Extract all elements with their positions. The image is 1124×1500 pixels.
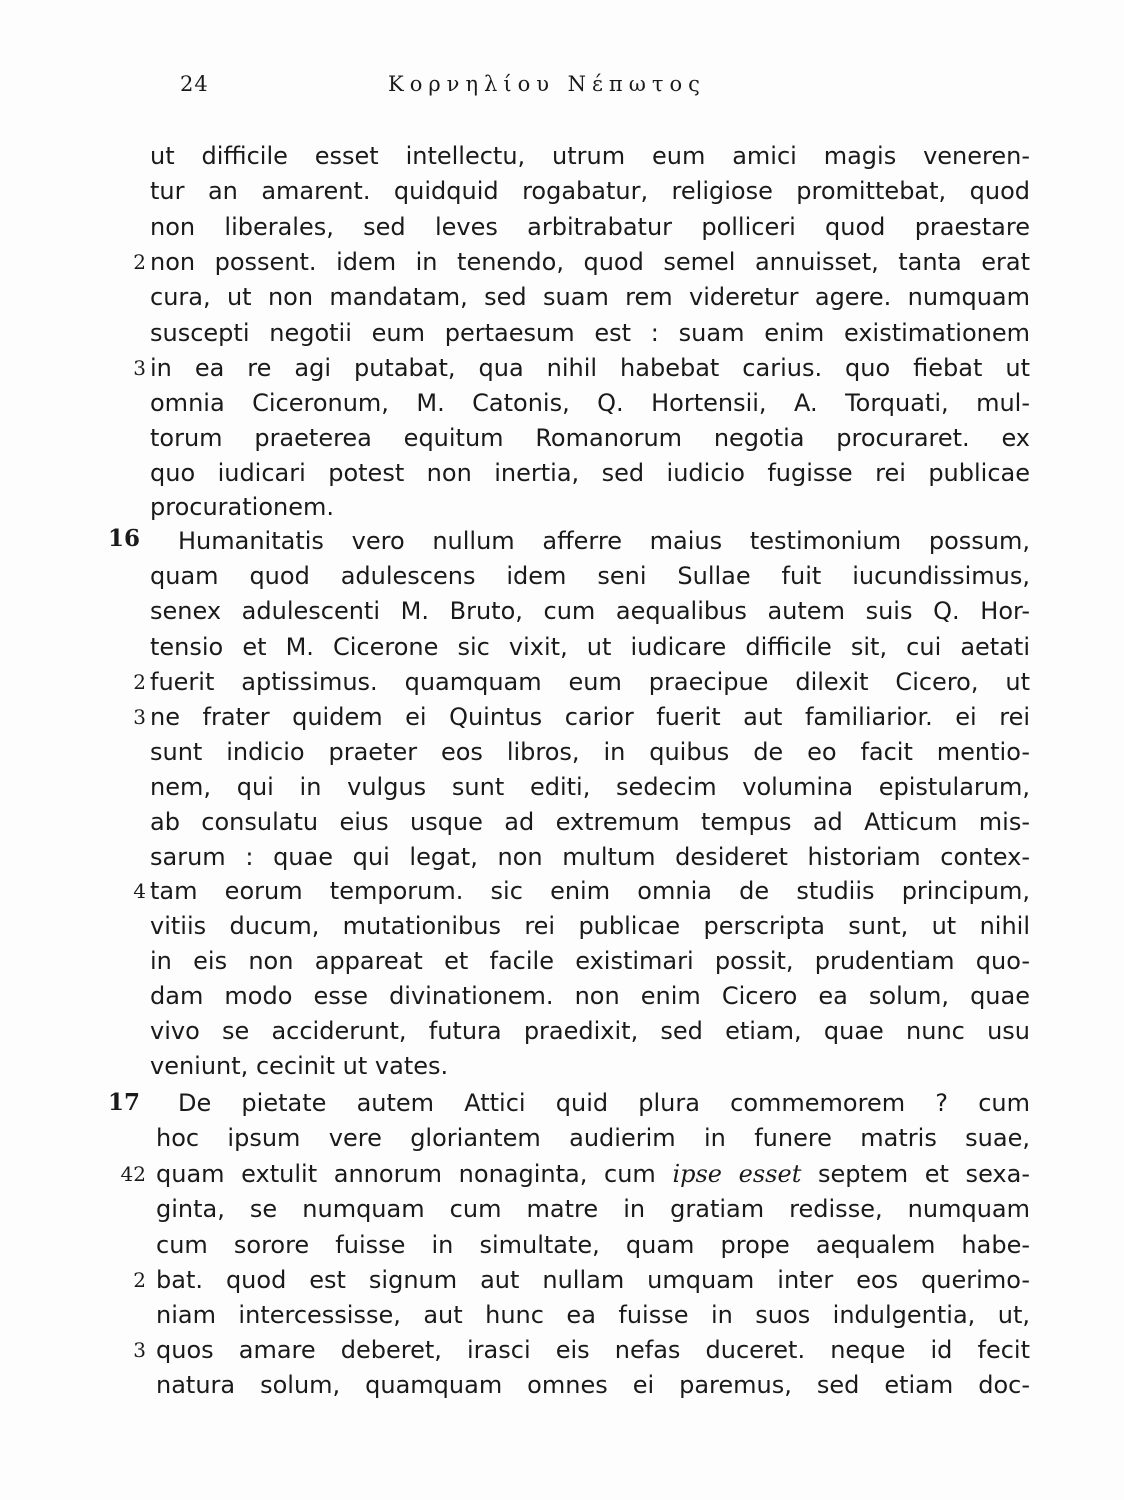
text-line: nem, qui in vulgus sunt editi, sedecim volumina epistularum, xyxy=(150,773,1030,801)
text-line: vivo se acciderunt, futura praedixit, sed etiam, quae nunc usu xyxy=(150,1017,1030,1045)
chapter-number: 16 xyxy=(108,525,141,552)
text-line: ginta, se numquam cum matre in gratiam redisse, numquam xyxy=(156,1195,1030,1223)
text-line: natura solum, quamquam omnes ei paremus, sed etiam doc- xyxy=(156,1371,1030,1399)
text-line: tur an amarent. quidquid rogabatur, religiose promittebat, quod xyxy=(150,177,1030,205)
text-line: niam intercessisse, aut hunc ea fuisse in suos indulgentia, ut, xyxy=(156,1301,1030,1329)
text-line: quos amare deberet, irasci eis nefas duceret. neque id fecit xyxy=(156,1336,1030,1364)
text-line: non possent. idem in tenendo, quod semel annuisset, tanta erat xyxy=(150,248,1030,276)
text-span: quam extulit annorum nonaginta, cum xyxy=(156,1160,656,1188)
page-header xyxy=(0,72,1124,108)
text-line: torum praeterea equitum Romanorum negotia procuraret. ex xyxy=(150,424,1030,452)
running-head: Κορνηλίου Νέπωτος xyxy=(388,72,706,96)
section-marker: 3 xyxy=(133,705,146,729)
text-line: procurationem. xyxy=(150,493,334,521)
section-marker: 3 xyxy=(133,356,146,380)
chapter-number: 17 xyxy=(108,1089,141,1116)
year-marker: 42 xyxy=(120,1162,146,1186)
section-marker: 2 xyxy=(133,670,146,694)
section-marker: 2 xyxy=(133,250,146,274)
text-span: septem et sexa- xyxy=(818,1160,1030,1188)
text-line: vitiis ducum, mutationibus rei publicae perscripta sunt, ut nihil xyxy=(150,912,1030,940)
text-line: in eis non appareat et facile existimari possit, prudentiam quo- xyxy=(150,947,1030,975)
text-line: omnia Ciceronum, M. Catonis, Q. Hortensii, A. Torquati, mul- xyxy=(150,389,1030,417)
text-line: tensio et M. Cicerone sic vixit, ut iudicare difficile sit, cui aetati xyxy=(150,633,1030,661)
text-line: non liberales, sed leves arbitrabatur polliceri quod praestare xyxy=(150,213,1030,241)
text-line: quam quod adulescens idem seni Sullae fuit iucundissimus, xyxy=(150,562,1030,590)
section-marker: 2 xyxy=(133,1268,146,1292)
paragraph-start: Humanitatis vero nullum afferre maius testimonium possum, xyxy=(178,527,1030,555)
section-marker: 4 xyxy=(133,879,146,903)
text-line: ab consulatu eius usque ad extremum tempus ad Atticum mis- xyxy=(150,808,1030,836)
text-line: suscepti negotii eum pertaesum est : suam enim existimationem xyxy=(150,319,1030,347)
text-line: senex adulescenti M. Bruto, cum aequalibus autem suis Q. Hor- xyxy=(150,597,1030,625)
text-line: cum sorore fuisse in simultate, quam prope aequalem habe- xyxy=(156,1231,1030,1259)
paragraph-start: De pietate autem Attici quid plura commemorem ? cum xyxy=(178,1089,1030,1117)
text-line: sarum : quae qui legat, non multum desideret historiam contex- xyxy=(150,843,1030,871)
text-line: dam modo esse divinationem. non enim Cicero ea solum, quae xyxy=(150,982,1030,1010)
text-line: veniunt, cecinit ut vates. xyxy=(150,1052,449,1080)
section-marker: 3 xyxy=(133,1338,146,1362)
text-line: cura, ut non mandatam, sed suam rem videretur agere. numquam xyxy=(150,283,1030,311)
text-line: sunt indicio praeter eos libros, in quibus de eo facit mentio- xyxy=(150,738,1030,766)
text-line: quo iudicari potest non inertia, sed iudicio fugisse rei publicae xyxy=(150,459,1030,487)
text-line: in ea re agi putabat, qua nihil habebat carius. quo fiebat ut xyxy=(150,354,1030,382)
text-line: hoc ipsum vere gloriantem audierim in funere matris suae, xyxy=(156,1124,1030,1152)
text-line: fuerit aptissimus. quamquam eum praecipue dilexit Cicero, ut xyxy=(150,668,1030,696)
text-line xyxy=(156,1157,1030,1191)
text-line: ut difficile esset intellectu, utrum eum amici magis veneren- xyxy=(150,142,1030,170)
text-line: tam eorum temporum. sic enim omnia de studiis principum, xyxy=(150,877,1030,905)
text-line: bat. quod est signum aut nullam umquam inter eos querimo- xyxy=(156,1266,1030,1294)
page-number: 24 xyxy=(180,72,209,96)
text-line: ne frater quidem ei Quintus carior fuerit aut familiarior. ei rei xyxy=(150,703,1030,731)
italic-span: ipse esset xyxy=(672,1160,802,1188)
